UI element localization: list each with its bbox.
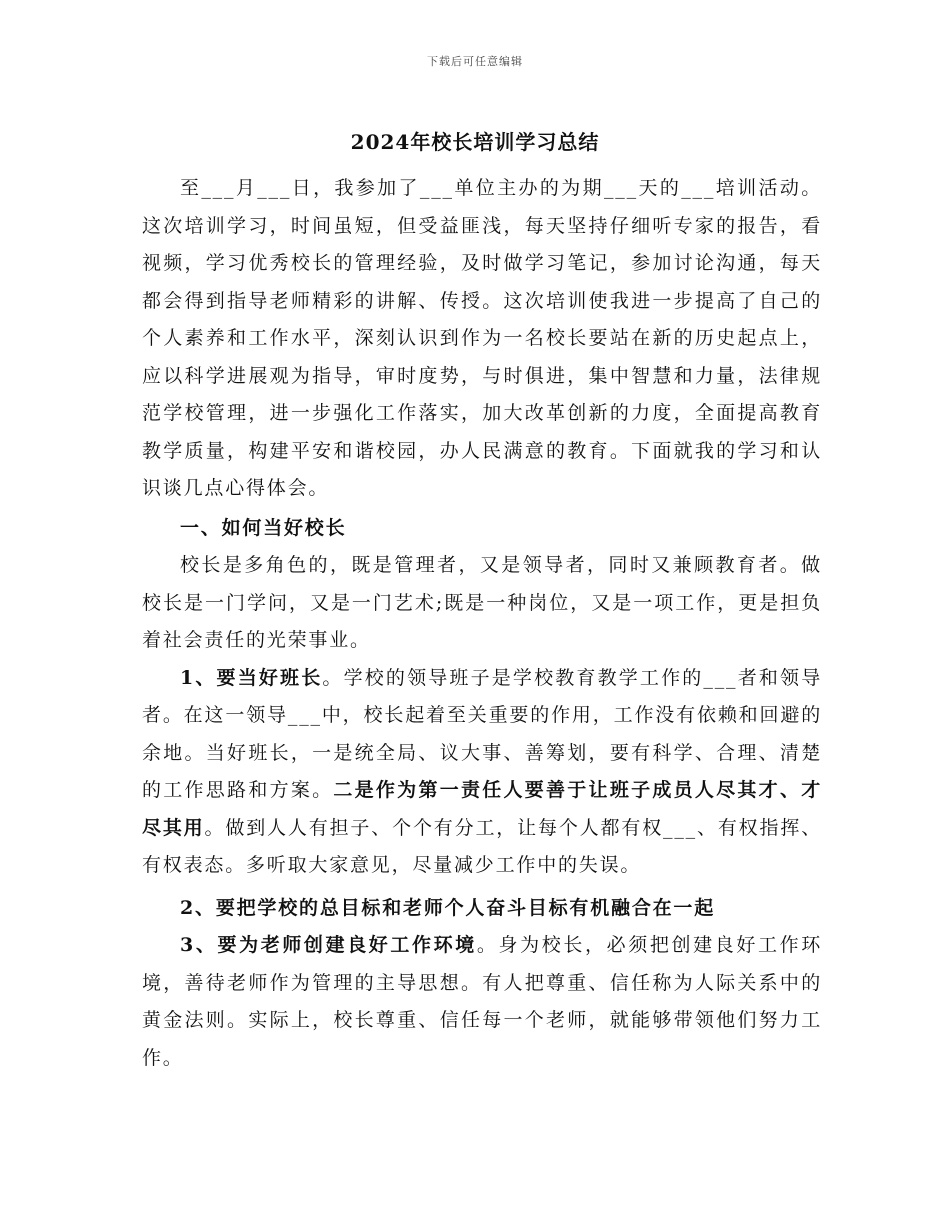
point-1-text: 。学校的领导班子是学校教育教学工作的___者和领导者。在这一领导___中，校长起着至关重要的作用，工作没有依赖和回避的余地。当好班长，一是统全局、议大事、善筹划，要有科学、合理、清楚的工作思路和方案。 xyxy=(142,666,822,801)
section-heading-1: 一、如何当好校长 xyxy=(180,516,347,539)
point-1-paragraph xyxy=(142,660,822,885)
point-3-text: 。身为校长，必须把创建良好工作环境，善待老师作为管理的主导思想。有人把尊重、信任称为人际关系中的黄金法则。实际上，校长尊重、信任每一个老师，就能够带领他们努力工作。 xyxy=(142,934,822,1069)
document-body xyxy=(142,170,822,1077)
point-1-bold-text: 二是作为第一责任人要善于让班子成员人尽其才、才尽其用 xyxy=(142,779,823,839)
document-title: 2024年校长培训学习总结 xyxy=(350,130,600,154)
point-1-lead: 1、要当好班长 xyxy=(180,666,323,689)
point-1-text-end: 。做到人人有担子、个个有分工，让每个人都有权___、有权指挥、有权表态。多听取大家意见，尽量减少工作中的失误。 xyxy=(142,816,822,876)
point-3-paragraph xyxy=(142,927,822,1077)
point-2-heading: 2、要把学校的总目标和老师个人奋斗目标有机融合在一起 xyxy=(180,896,716,919)
point-3-lead: 3、要为老师创建良好工作环境 xyxy=(180,934,477,956)
section-1-paragraph: 校长是多角色的，既是管理者，又是领导者，同时又兼顾教育者。做校长是一门学问，又是一门艺术;既是一种岗位，又是一项工作，更是担负着社会责任的光荣事业。 xyxy=(142,554,822,651)
intro-paragraph: 至___月___日，我参加了___单位主办的为期___天的___培训活动。这次培训学习，时间虽短，但受益匪浅，每天坚持仔细听专家的报告，看视频，学习优秀校长的管理经验，及时做学习笔记，参加讨论沟通，每天都会得到指导老师精彩的讲解、传授。这次培训使我进一步提高了自己的个人素养和工作水平，深刻认识到作为一名校长要站在新的历史起点上，应以科学进展观为指导，审时度势，与时俱进，集中智慧和力量，法律规范学校管理，进一步强化工作落实，加大改革创新的力度，全面提高教育教学质量，构建平安和谐校园，办人民满意的教育。下面就我的学习和认识谈几点心得体会。 xyxy=(142,177,822,499)
page-header-note: 下载后可任意编辑 xyxy=(427,55,523,68)
